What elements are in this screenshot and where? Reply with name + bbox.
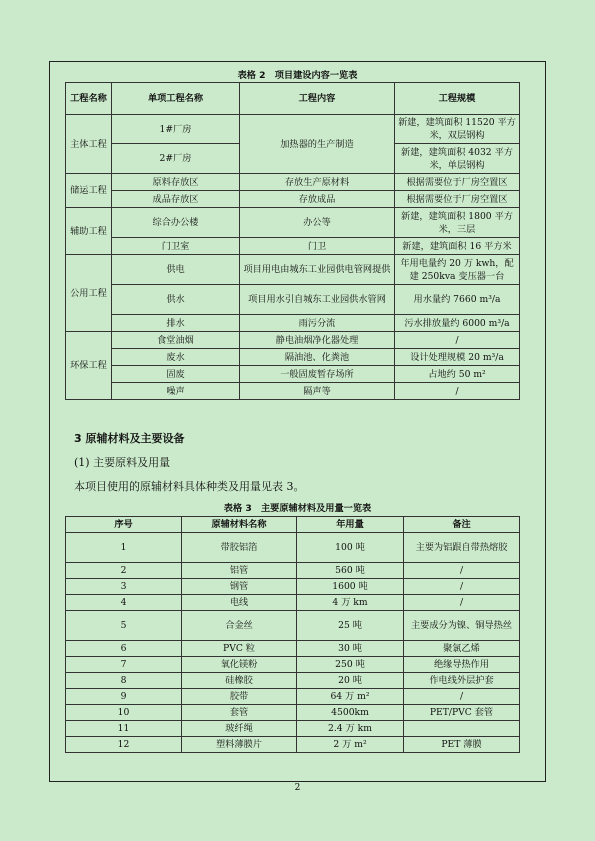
amount-cell: 100 吨 bbox=[297, 533, 404, 563]
scale-cell: 新建，建筑面积 4032 平方米，单层钢构 bbox=[395, 144, 520, 174]
category-cell: 辅助工程 bbox=[66, 208, 112, 255]
amount-cell: 4500km bbox=[297, 705, 404, 721]
table-row bbox=[66, 673, 520, 689]
unit-cell: 食堂油烟 bbox=[112, 332, 240, 349]
project-content-table bbox=[65, 82, 520, 400]
header-cell: 单项工程名称 bbox=[112, 83, 240, 115]
name-cell: 带胶铝箔 bbox=[182, 533, 297, 563]
unit-cell: 门卫室 bbox=[112, 238, 240, 255]
scale-cell: 设计处理规模 20 m³/a bbox=[395, 349, 520, 366]
content-cell: 一般固废暂存场所 bbox=[240, 366, 395, 383]
no-cell: 12 bbox=[66, 737, 182, 753]
scale-cell: 根据需要位于厂房空置区 bbox=[395, 191, 520, 208]
name-cell: 电线 bbox=[182, 595, 297, 611]
note-cell bbox=[404, 721, 520, 737]
content-cell: 办公等 bbox=[240, 208, 395, 238]
name-cell: 胶带 bbox=[182, 689, 297, 705]
no-cell: 8 bbox=[66, 673, 182, 689]
unit-cell: 2#厂房 bbox=[112, 144, 240, 174]
scale-cell: 占地约 50 m² bbox=[395, 366, 520, 383]
category-cell: 公用工程 bbox=[66, 255, 112, 332]
note-cell: 主要为铝跟自带热熔胶 bbox=[404, 533, 520, 563]
header-cell: 年用量 bbox=[297, 517, 404, 533]
table3-caption: 表格 3 主要原辅材料及用量一览表 bbox=[223, 503, 372, 514]
name-cell: 钢管 bbox=[182, 579, 297, 595]
scale-cell: / bbox=[395, 383, 520, 400]
unit-cell: 综合办公楼 bbox=[112, 208, 240, 238]
scale-cell: 年用电量约 20 万 kwh，配建 250kva 变压器一台 bbox=[395, 255, 520, 285]
subsection-heading: (1) 主要原料及用量 bbox=[74, 456, 171, 469]
table-row bbox=[66, 737, 520, 753]
no-cell: 10 bbox=[66, 705, 182, 721]
section-heading: 3 原辅材料及主要设备 bbox=[74, 432, 185, 445]
content-cell: 隔油池、化粪池 bbox=[240, 349, 395, 366]
unit-cell: 原料存放区 bbox=[112, 174, 240, 191]
table-row bbox=[66, 721, 520, 737]
note-cell: 绝缘导热作用 bbox=[404, 657, 520, 673]
note-cell: 主要成分为镍、铜导热丝 bbox=[404, 611, 520, 641]
materials-table bbox=[65, 516, 520, 753]
name-cell: 氧化镁粉 bbox=[182, 657, 297, 673]
content-cell: 加热器的生产制造 bbox=[240, 115, 395, 174]
name-cell: 铝管 bbox=[182, 563, 297, 579]
unit-cell: 成品存放区 bbox=[112, 191, 240, 208]
category-cell: 主体工程 bbox=[66, 115, 112, 174]
name-cell: 套管 bbox=[182, 705, 297, 721]
unit-cell: 供电 bbox=[112, 255, 240, 285]
unit-cell: 废水 bbox=[112, 349, 240, 366]
unit-cell: 排水 bbox=[112, 315, 240, 332]
name-cell: PVC 粒 bbox=[182, 641, 297, 657]
header-cell: 原辅材料名称 bbox=[182, 517, 297, 533]
no-cell: 3 bbox=[66, 579, 182, 595]
name-cell: 玻纤绳 bbox=[182, 721, 297, 737]
no-cell: 2 bbox=[66, 563, 182, 579]
table2-caption: 表格 2 项目建设内容一览表 bbox=[237, 70, 358, 81]
table-row bbox=[66, 563, 520, 579]
note-cell: PET/PVC 套管 bbox=[404, 705, 520, 721]
no-cell: 6 bbox=[66, 641, 182, 657]
note-cell: / bbox=[404, 595, 520, 611]
header-cell: 序号 bbox=[66, 517, 182, 533]
unit-cell: 1#厂房 bbox=[112, 115, 240, 144]
no-cell: 4 bbox=[66, 595, 182, 611]
table-row bbox=[66, 595, 520, 611]
header-cell: 工程内容 bbox=[240, 83, 395, 115]
paragraph: 本项目使用的原辅材料具体种类及用量见表 3。 bbox=[74, 480, 305, 493]
no-cell: 9 bbox=[66, 689, 182, 705]
note-cell: 作电线外层护套 bbox=[404, 673, 520, 689]
note-cell: PET 薄膜 bbox=[404, 737, 520, 753]
name-cell: 合金丝 bbox=[182, 611, 297, 641]
category-cell: 储运工程 bbox=[66, 174, 112, 208]
table-row bbox=[66, 579, 520, 595]
table-row bbox=[66, 611, 520, 641]
scale-cell: / bbox=[395, 332, 520, 349]
content-cell: 雨污分流 bbox=[240, 315, 395, 332]
content-cell: 项目用水引自城东工业园供水管网 bbox=[240, 285, 395, 315]
scale-cell: 污水排放量约 6000 m³/a bbox=[395, 315, 520, 332]
header-cell: 工程名称 bbox=[66, 83, 112, 115]
amount-cell: 4 万 km bbox=[297, 595, 404, 611]
scale-cell: 根据需要位于厂房空置区 bbox=[395, 174, 520, 191]
amount-cell: 30 吨 bbox=[297, 641, 404, 657]
page-number: 2 bbox=[294, 783, 301, 793]
content-cell: 项目用电由城东工业园供电管网提供 bbox=[240, 255, 395, 285]
header-cell: 工程规模 bbox=[395, 83, 520, 115]
category-cell: 环保工程 bbox=[66, 332, 112, 400]
scale-cell: 用水量约 7660 m³/a bbox=[395, 285, 520, 315]
amount-cell: 1600 吨 bbox=[297, 579, 404, 595]
amount-cell: 20 吨 bbox=[297, 673, 404, 689]
name-cell: 塑料薄膜片 bbox=[182, 737, 297, 753]
content-cell: 存放成品 bbox=[240, 191, 395, 208]
unit-cell: 固废 bbox=[112, 366, 240, 383]
scale-cell: 新建，建筑面积 11520 平方米，双层钢构 bbox=[395, 115, 520, 144]
amount-cell: 25 吨 bbox=[297, 611, 404, 641]
no-cell: 11 bbox=[66, 721, 182, 737]
content-cell: 隔声等 bbox=[240, 383, 395, 400]
amount-cell: 250 吨 bbox=[297, 657, 404, 673]
unit-cell: 噪声 bbox=[112, 383, 240, 400]
amount-cell: 560 吨 bbox=[297, 563, 404, 579]
note-cell: / bbox=[404, 689, 520, 705]
scale-cell: 新建，建筑面积 16 平方米 bbox=[395, 238, 520, 255]
amount-cell: 64 万 m² bbox=[297, 689, 404, 705]
table-row bbox=[66, 689, 520, 705]
table-row bbox=[66, 657, 520, 673]
content-cell: 静电油烟净化器处理 bbox=[240, 332, 395, 349]
note-cell: / bbox=[404, 579, 520, 595]
content-cell: 存放生产原材料 bbox=[240, 174, 395, 191]
no-cell: 7 bbox=[66, 657, 182, 673]
header-cell: 备注 bbox=[404, 517, 520, 533]
name-cell: 硅橡胶 bbox=[182, 673, 297, 689]
note-cell: / bbox=[404, 563, 520, 579]
table-row bbox=[66, 533, 520, 563]
note-cell: 聚氯乙烯 bbox=[404, 641, 520, 657]
table-row bbox=[66, 641, 520, 657]
no-cell: 5 bbox=[66, 611, 182, 641]
amount-cell: 2.4 万 km bbox=[297, 721, 404, 737]
table-row bbox=[66, 705, 520, 721]
scale-cell: 新建，建筑面积 1800 平方米，三层 bbox=[395, 208, 520, 238]
amount-cell: 2 万 m² bbox=[297, 737, 404, 753]
unit-cell: 供水 bbox=[112, 285, 240, 315]
content-cell: 门卫 bbox=[240, 238, 395, 255]
no-cell: 1 bbox=[66, 533, 182, 563]
